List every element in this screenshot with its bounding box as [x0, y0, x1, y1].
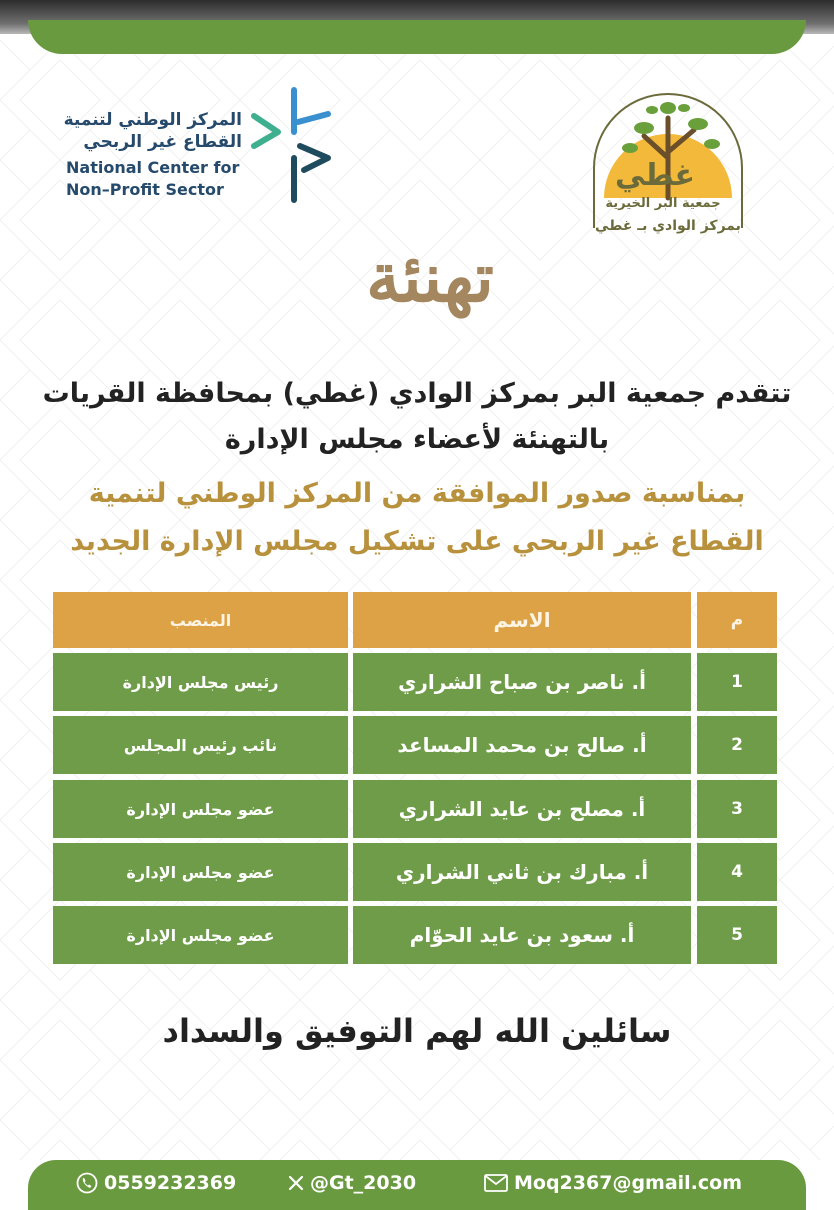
- top-green-band: [28, 20, 806, 54]
- charity-name: غطي: [614, 158, 696, 193]
- ncnp-ar-line1: المركز الوطني لتنمية: [63, 110, 242, 130]
- ncnp-en-line1: National Center for: [66, 158, 240, 177]
- ncnp-symbol-icon: [248, 86, 338, 206]
- table-row-position: عضو مجلس الإدارة: [53, 843, 348, 901]
- footer-x-handle[interactable]: [288, 1168, 416, 1198]
- ncnp-ar-line2: القطاع غير الربحي: [83, 132, 242, 152]
- table-row-position: عضو مجلس الإدارة: [53, 906, 348, 964]
- charity-place: بمركز الوادي بـ غطي: [595, 218, 741, 234]
- table-row-position: نائب رئيس المجلس: [53, 716, 348, 774]
- envelope-icon: [484, 1174, 508, 1192]
- ncnp-logo: [62, 86, 342, 206]
- footer-phone-text: 0559232369: [104, 1172, 237, 1194]
- table-row-num: 2: [697, 716, 777, 774]
- table-row-num: 1: [697, 653, 777, 711]
- intro-line-1: تتقدم جمعية البر بمركز الوادي (غطي) بمحافظة القريات: [42, 378, 792, 409]
- table-row-num: 5: [697, 906, 777, 964]
- table-row-name: أ. مصلح بن عايد الشراري: [353, 780, 691, 838]
- x-logo-icon: [288, 1175, 304, 1191]
- table-row-num: 4: [697, 843, 777, 901]
- table-row-name: أ. صالح بن محمد المساعد: [353, 716, 691, 774]
- footer-phone[interactable]: [76, 1168, 236, 1198]
- footer-email-text: Moq2367@gmail.com: [514, 1172, 743, 1194]
- phone-icon: [76, 1172, 98, 1194]
- footer-x-text: @Gt_2030: [310, 1172, 417, 1194]
- table-header-name: الاسم: [353, 592, 691, 648]
- table-row-name: أ. ناصر بن صباح الشراري: [353, 653, 691, 711]
- heading-calligraphy: تهنئة: [366, 238, 494, 318]
- table-row-num: 3: [697, 780, 777, 838]
- intro-line-2: بالتهنئة لأعضاء مجلس الإدارة: [224, 424, 610, 455]
- closing-text: سائلين الله لهم التوفيق والسداد: [162, 1012, 672, 1050]
- charity-subtitle: جمعية البر الخيرية: [605, 196, 721, 211]
- table-header-position: المنصب: [53, 592, 348, 648]
- intro-line-4: القطاع غير الربحي على تشكيل مجلس الإدارة الجديد: [70, 526, 764, 557]
- table-row-name: أ. سعود بن عايد الحوّام: [353, 906, 691, 964]
- table-row-position: رئيس مجلس الإدارة: [53, 653, 348, 711]
- footer-email[interactable]: [484, 1168, 742, 1198]
- intro-line-3: بمناسبة صدور الموافقة من المركز الوطني لتنمية: [88, 478, 746, 509]
- table-row-name: أ. مبارك بن ثاني الشراري: [353, 843, 691, 901]
- table-header-num: م: [697, 592, 777, 648]
- table-row-position: عضو مجلس الإدارة: [53, 780, 348, 838]
- ncnp-en-line2: Non–Profit Sector: [66, 180, 224, 199]
